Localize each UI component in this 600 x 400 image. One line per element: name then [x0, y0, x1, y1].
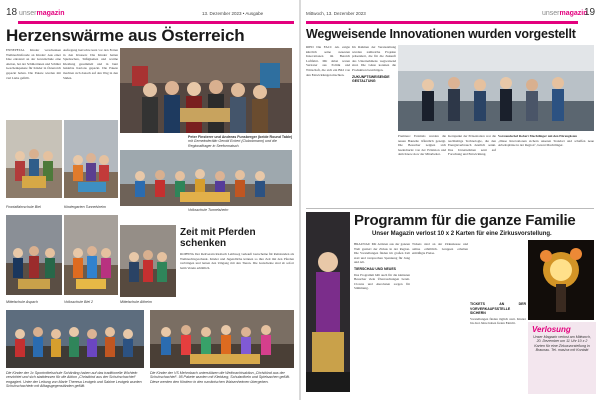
verlosung-box [528, 322, 596, 394]
caption-mittelschule-aspach: Mittelschule Aspach [6, 300, 38, 304]
caption-mittelschule-altheim: Mittelschule Altheim [120, 300, 152, 304]
caption-kindergarten: Kindergarten Tunnelsheim [64, 205, 106, 209]
article-column: Kernpunkt der Präsentation war die nachhaltige Technologie, die den Energieverbrauch deutlich senkt. Das Unternehmen setzt auf Forschung und Entwicklung. [448, 134, 496, 157]
page-headline: Herzenswärme aus Österreich [6, 26, 245, 45]
group-photo-caption: Peter Finsterer und Andreas Funsberger (beide Round Table) mit Gemeinderätin Gerold Eckert (Clubobmann) und die Regionalfrager in Seeformatsch. [188, 135, 293, 148]
intro-column: ENNEPETAL Kinder verschenken Weihnachtsfreude an Kinder: Aus einer Idee entstand an der Grundschule eine Aktion, bei der Schülerinnen und Schüler Geschenkpakete für Kinder in Österreich gepackt haben. Die Pakete wurden mit viel Liebe gefüllt. [6, 48, 61, 80]
header-accent-bar [306, 21, 578, 24]
family-program-subheadline: Unser Magazin verlost 10 x 2 Karten für eine Zirkusvorstellung. [372, 231, 552, 237]
caption-volksschule-tunnelsheim: Volksschule Tunnelsheim [188, 208, 229, 212]
date-line: Mittwoch, 13. Dezember 2023 [306, 11, 366, 16]
photo-sportmittelschule [6, 310, 144, 368]
photo-kindergarten [64, 120, 118, 198]
article-column: Premiere: Erstmals wurden die neuen Bauteile öffentlich gezeigt. Die Besucher zeigten sich beeindruckt von der Präzision und dem Know-how der Mitarbeiter. [398, 134, 446, 157]
photo-frontalfahrschule [6, 120, 62, 198]
right-page-header [306, 7, 596, 24]
caption-vs-mehrnbach: Die Kinder der VS Mehrnbach unterstützen die Weihnachtsaktion „Christkind aus der Schuhschachtel“. 95 Pakete wurden mit Kleidung, Schulartikeln und Spielsachen gefüllt. Diese werden den Kindern in den rumänischen Waisenheimen übergeben. [150, 371, 291, 384]
circus-fire-photo [528, 240, 594, 320]
group-photo [120, 48, 292, 133]
program-column: Tickets sind an der Zirkuskasse und online erhältlich. Gruppen erhalten ermäßigte Preise. [412, 242, 468, 256]
page-headline: Wegweisende Innovationen wurden vorgestellt [306, 27, 576, 41]
photo-mittelschule-aspach [6, 215, 62, 295]
brand-logo: unsermagazin [542, 10, 588, 17]
intro-column: Aufregung herrschte kurz vor den Ferien in den Klassen: Die Kinder hatten Spielsachen, Süßigkeiten und warme Kleidung gesammelt und in bunt beklebte Kartons gepackt. Die Pakete machten sich danach auf den Weg in den Süden. [63, 48, 118, 80]
innovation-photo [398, 45, 594, 131]
right-page [300, 0, 600, 400]
photo-vs-mehrnbach [150, 310, 294, 368]
verlosung-text: Unser Magazin verlost am Mittwoch, 20. Dezember um 11 Uhr 10 x 2 Karten für eine Zirkusvorstellung in Braunau. Tel. mas/ca mit Kontakt [533, 335, 591, 353]
left-page-header [6, 7, 294, 24]
header-accent-bar [18, 21, 294, 24]
photo-volksschule-biel [64, 215, 118, 295]
caption-frontalfahrschule: Frontalfahrschule Biel [6, 205, 41, 209]
page-number: 19 [584, 7, 596, 18]
program-column: BRAUNAU Mit Artisten aus der ganzen Welt gastiert der Zirkus in der Region. Die Vorstellungen finden im großen Zelt statt und versprechen Spannung für Jung und Alt. TIERSCHAU UND NEUES Das Programm hält auch für die kleinsten Besucher viele Überraschungen bereit. Clowns und Akrobaten sorgen für Stimmung. [354, 242, 410, 291]
circus-photo-left [306, 212, 350, 392]
caption-sportmittelschule: Die Kinder der 1c Sportmittelschule Schärding haben auf das traditionelle Wichteln verzichtet und sich stattdessen für die Aktion „Christkind aus der Schuhschachtel“ engagiert. Unter der Leitung von Marie Theresa Leutgeb und Sabine Leutgeb wurden Schuhschachteln mit Alltagsgegenständen gefüllt. [6, 371, 142, 389]
verlosung-title: Verlosung [532, 325, 571, 334]
article-column: Vorstandschef Robert Machtlinger mit den Ehrengästen „Diese Innovationen sichern unseren Standort und schaffen neue Arbeitsplätze in der Region“, betont Machtlinger. [498, 134, 594, 148]
subhead-pferde: Zeit mit Pferden schenken [180, 227, 256, 249]
photo-volksschule-tunnelsheim [120, 150, 292, 206]
page-number: 18 [6, 7, 18, 18]
program-column: TICKETS AN DER VORVERKAUFSSTELLE SICHERN Vorstellungen finden täglich statt. Kinder bis drei Jahre haben freien Eintritt. [470, 302, 526, 326]
family-program-headline: Programm für die ganze Familie [354, 212, 576, 229]
pferde-article-text: ROPPING Der Reitverein Raabach Leithweg verkauft Gutscheine für Reitstunden als Weihnachtsgeschenk. Kinder und Jugendliche können so ihre Zeit mit den Pferden verbringen und lernen den Umgang mit den Tieren. Die Gutscheine sind ab sofort beim Verein erhältlich. [180, 252, 294, 270]
article-column: RIED Die FACC AG zeigte kürzlich seine neuesten Innovationen im Bereich Luftfahrt. Mit dabei waren Vertreter aus Politik und Wirtschaft, die sich ein Bild von den Entwicklungen machten. [306, 45, 350, 77]
article-column: Im Rahmen der Veranstaltung wurden zahlreiche Projekte präsentiert, die für die Zukunft des Unternehmens wegweisend sind. Die Gäste konnten die Produktion besichtigen. ZUKUNFTSWEISENDE GESTALTUNG [352, 45, 396, 84]
photo-mittelschule-altheim [120, 225, 176, 297]
brand-logo: unsermagazin [19, 10, 65, 17]
caption-volksschule-biel: Volksschule Biel 2 [64, 300, 94, 304]
date-line: 13. Dezember 2023 • Ausgabe [202, 11, 264, 16]
section-divider [306, 208, 594, 209]
